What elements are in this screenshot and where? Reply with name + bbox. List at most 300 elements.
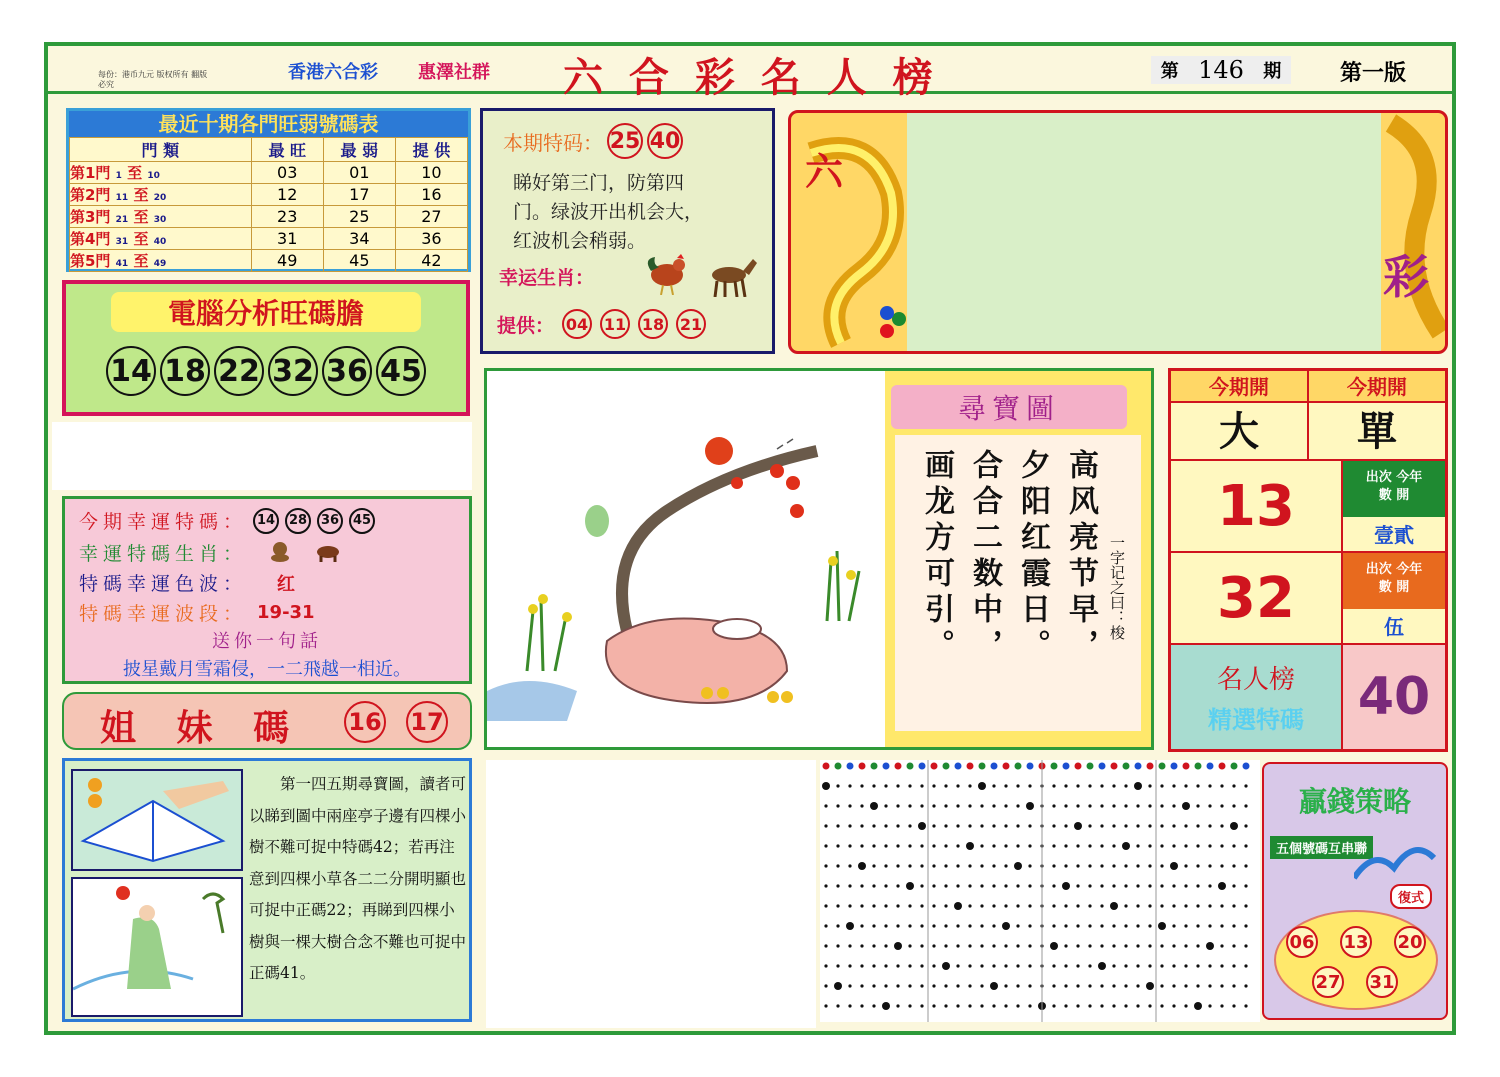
number-ball: 14 bbox=[106, 346, 156, 396]
provide-ball: 21 bbox=[676, 309, 706, 339]
grid-dot bbox=[1098, 962, 1106, 970]
grid-dot bbox=[1100, 904, 1103, 907]
famous-label: 名人榜 bbox=[1216, 665, 1295, 695]
grid-dot bbox=[884, 964, 887, 967]
grid-dot bbox=[1136, 844, 1139, 847]
wave-icon bbox=[1354, 838, 1444, 888]
rooster-icon bbox=[641, 253, 691, 295]
table-row bbox=[70, 228, 468, 250]
special-text bbox=[513, 169, 703, 256]
grid-dot bbox=[1136, 864, 1139, 867]
grid-dot bbox=[1160, 964, 1163, 967]
grid-dot bbox=[860, 924, 863, 927]
grid-dot bbox=[884, 904, 887, 907]
famous-subtitle: 精選特碼 bbox=[1208, 706, 1304, 734]
grid-dot bbox=[932, 864, 935, 867]
grid-dot bbox=[836, 964, 839, 967]
ox-icon bbox=[313, 540, 343, 566]
grid-dot bbox=[1244, 924, 1247, 927]
grid-dot bbox=[1184, 944, 1187, 947]
range-from: 1 bbox=[115, 171, 122, 181]
poem-column: 画龙方可引。 bbox=[919, 449, 954, 665]
grid-dot bbox=[978, 782, 986, 790]
issue-suffix: 期 bbox=[1263, 61, 1282, 82]
grid-dot bbox=[872, 944, 875, 947]
grid-dot bbox=[1232, 944, 1235, 947]
grid-dot bbox=[872, 884, 875, 887]
grid-dot bbox=[1184, 844, 1187, 847]
grid-dot bbox=[1064, 864, 1067, 867]
lady-illustration bbox=[71, 877, 243, 1017]
grid-dot bbox=[992, 784, 995, 787]
grid-dot bbox=[932, 964, 935, 967]
grid-dot bbox=[1076, 844, 1079, 847]
grid-dot bbox=[1146, 982, 1154, 990]
grid-dot bbox=[824, 944, 827, 947]
grid-dot bbox=[1148, 944, 1151, 947]
grid-dot bbox=[956, 864, 959, 867]
lucky-color-value: 红 bbox=[277, 573, 296, 595]
grid-dot bbox=[836, 884, 839, 887]
grid-dot bbox=[1052, 924, 1055, 927]
give-cell: 10 bbox=[395, 162, 467, 184]
grid-dot bbox=[1136, 1004, 1139, 1007]
grid-header-dot bbox=[1135, 763, 1142, 770]
grid-dot bbox=[1232, 784, 1235, 787]
grid-dot bbox=[836, 824, 839, 827]
door-cell bbox=[70, 162, 252, 184]
lucky-range-label: 特碼幸運波段： bbox=[79, 603, 248, 625]
grid-dot bbox=[848, 824, 851, 827]
riddle-text: 一字记之曰：梭 bbox=[1108, 535, 1126, 640]
grid-dot bbox=[1172, 984, 1175, 987]
grid-dot bbox=[932, 1004, 935, 1007]
grid-dot bbox=[884, 804, 887, 807]
grid-dot bbox=[872, 844, 875, 847]
grid-dot bbox=[944, 984, 947, 987]
this-period-panel bbox=[1168, 368, 1448, 752]
grid-dot bbox=[954, 902, 962, 910]
grid-header-dot bbox=[1087, 763, 1094, 770]
grid-dot bbox=[1076, 884, 1079, 887]
grid-dot bbox=[1016, 824, 1019, 827]
door-cell bbox=[70, 250, 252, 272]
famous-number: 40 bbox=[1343, 645, 1445, 749]
strategy-ball: 31 bbox=[1366, 966, 1398, 998]
grid-dot bbox=[1112, 984, 1115, 987]
grid-dot bbox=[1196, 804, 1199, 807]
grid-dot bbox=[1172, 964, 1175, 967]
period-header-2: 今期開 bbox=[1309, 371, 1445, 403]
grid-dot bbox=[896, 964, 899, 967]
grid-dot bbox=[1232, 1004, 1235, 1007]
treasure-map-panel bbox=[484, 368, 1154, 750]
grid-dot bbox=[1184, 904, 1187, 907]
grid-dot bbox=[1014, 862, 1022, 870]
weak-table bbox=[69, 137, 468, 272]
special-line: 睇好第三门，防第四 bbox=[513, 172, 685, 194]
poem-column: 合合二数中， bbox=[967, 449, 1002, 665]
grid-dot bbox=[1088, 964, 1091, 967]
grid-dot bbox=[1232, 844, 1235, 847]
grid-dot bbox=[1016, 804, 1019, 807]
grid-dot bbox=[1112, 1004, 1115, 1007]
lucky-special-panel bbox=[62, 496, 472, 684]
grid-header-dot bbox=[1171, 763, 1178, 770]
grid-dot bbox=[872, 924, 875, 927]
grid-dot bbox=[1064, 1004, 1067, 1007]
grid-dot bbox=[1028, 1004, 1031, 1007]
grid-dot bbox=[884, 924, 887, 927]
grid-dot bbox=[1016, 964, 1019, 967]
range-from: 21 bbox=[115, 215, 129, 225]
grid-dot bbox=[1160, 1004, 1163, 1007]
grid-dot bbox=[1244, 944, 1247, 947]
grid-dot bbox=[920, 904, 923, 907]
grid-dot bbox=[1244, 864, 1247, 867]
special-ball: 25 bbox=[607, 123, 643, 159]
grid-dot bbox=[944, 824, 947, 827]
grid-dot bbox=[1208, 1004, 1211, 1007]
grid-dot bbox=[956, 844, 959, 847]
grid-dot bbox=[992, 824, 995, 827]
grid-dot bbox=[872, 964, 875, 967]
grid-header-dot bbox=[931, 763, 938, 770]
door-cell bbox=[70, 228, 252, 250]
grid-header-dot bbox=[871, 763, 878, 770]
grid-dot bbox=[860, 944, 863, 947]
grid-dot bbox=[1100, 1004, 1103, 1007]
grid-dot bbox=[860, 904, 863, 907]
number-ball: 32 bbox=[268, 346, 318, 396]
grid-dot bbox=[848, 884, 851, 887]
grid-dot bbox=[980, 884, 983, 887]
blank-bottom-center bbox=[486, 760, 816, 1028]
grid-dot bbox=[1172, 784, 1175, 787]
lucky-color-label: 特碼幸運色波： bbox=[79, 573, 248, 595]
grid-header-dot bbox=[1243, 763, 1250, 770]
grid-dot bbox=[1052, 784, 1055, 787]
grid-dot bbox=[872, 904, 875, 907]
grid-dot bbox=[944, 924, 947, 927]
grid-dot bbox=[1196, 864, 1199, 867]
grid-dot bbox=[1232, 964, 1235, 967]
phrase-text: 披星戴月雪霜侵，一二飛越一相近。 bbox=[123, 659, 411, 680]
grid-dot bbox=[894, 942, 902, 950]
grid-dot bbox=[1100, 984, 1103, 987]
grid-dot bbox=[1136, 984, 1139, 987]
special-code-row bbox=[503, 123, 683, 159]
grid-dot bbox=[1124, 984, 1127, 987]
computer-analysis-title: 電腦分析旺碼膽 bbox=[111, 292, 421, 332]
grid-dot bbox=[906, 882, 914, 890]
grid-dot bbox=[908, 904, 911, 907]
number-ball: 36 bbox=[322, 346, 372, 396]
grid-dot bbox=[1148, 864, 1151, 867]
grid-dot bbox=[884, 864, 887, 867]
grid-header-dot bbox=[1063, 763, 1070, 770]
grid-dot bbox=[896, 1004, 899, 1007]
computer-numbers bbox=[66, 346, 466, 396]
grid-dot bbox=[1016, 984, 1019, 987]
grid-dot bbox=[956, 1004, 959, 1007]
grid-dot bbox=[1028, 864, 1031, 867]
grid-dot bbox=[860, 884, 863, 887]
grid-dot bbox=[908, 924, 911, 927]
grid-dot bbox=[1088, 824, 1091, 827]
grid-dot bbox=[1220, 944, 1223, 947]
grid-dot bbox=[1196, 824, 1199, 827]
grid-dot bbox=[1136, 964, 1139, 967]
door-cell bbox=[70, 184, 252, 206]
grid-dot bbox=[1232, 804, 1235, 807]
range-from: 41 bbox=[115, 259, 129, 269]
grid-dot bbox=[836, 904, 839, 907]
min-cell: 45 bbox=[323, 250, 395, 272]
grid-dot bbox=[942, 962, 950, 970]
grid-dot bbox=[1064, 784, 1067, 787]
grid-dot bbox=[1136, 944, 1139, 947]
grid-dot bbox=[956, 784, 959, 787]
provide-row bbox=[497, 309, 706, 339]
grid-dot bbox=[870, 802, 878, 810]
grid-dot bbox=[980, 824, 983, 827]
grid-dot bbox=[1088, 944, 1091, 947]
grid-dot bbox=[1004, 844, 1007, 847]
grid-dot bbox=[1148, 844, 1151, 847]
grid-dot bbox=[1184, 964, 1187, 967]
grid-dot bbox=[1112, 864, 1115, 867]
grid-dot bbox=[944, 884, 947, 887]
grid-dot bbox=[1100, 924, 1103, 927]
grid-dot bbox=[1016, 924, 1019, 927]
grid-dot bbox=[1184, 824, 1187, 827]
strategy-ball: 13 bbox=[1340, 926, 1372, 958]
dragon-decoration-left bbox=[791, 113, 911, 353]
lucky-ball: 28 bbox=[285, 508, 311, 534]
range-to-label: 至 bbox=[133, 186, 149, 204]
grid-dot bbox=[1208, 924, 1211, 927]
grid-dot bbox=[1016, 944, 1019, 947]
grid-dot bbox=[1184, 784, 1187, 787]
grid-dot bbox=[1170, 862, 1178, 870]
grid-dot bbox=[1064, 944, 1067, 947]
grid-dot bbox=[980, 904, 983, 907]
grid-dot bbox=[908, 1004, 911, 1007]
grid-dot bbox=[980, 864, 983, 867]
grid-dot bbox=[1064, 984, 1067, 987]
period-number-1: 13 bbox=[1171, 461, 1343, 553]
range-to: 30 bbox=[153, 215, 167, 225]
grid-dot bbox=[1064, 844, 1067, 847]
grid-dot bbox=[932, 944, 935, 947]
grid-dot bbox=[1160, 904, 1163, 907]
sister-ball: 16 bbox=[344, 701, 386, 743]
weak-strong-table-panel bbox=[66, 108, 471, 272]
table-row bbox=[70, 184, 468, 206]
grid-dot bbox=[944, 804, 947, 807]
grid-dot bbox=[1124, 964, 1127, 967]
grid-header-dot bbox=[1195, 763, 1202, 770]
grid-dot bbox=[1244, 784, 1247, 787]
grid-dot bbox=[1112, 804, 1115, 807]
grid-dot bbox=[944, 904, 947, 907]
grid-header-dot bbox=[1003, 763, 1010, 770]
grid-dot bbox=[1196, 784, 1199, 787]
strategy-ball: 06 bbox=[1286, 926, 1318, 958]
sister-numbers-panel bbox=[62, 692, 472, 750]
grid-dot bbox=[1136, 884, 1139, 887]
grid-dot bbox=[980, 984, 983, 987]
special-line: 门。绿波开出机会大， bbox=[513, 201, 704, 223]
grid-dot bbox=[968, 984, 971, 987]
grid-dot bbox=[860, 1004, 863, 1007]
grid-header-dot bbox=[1075, 763, 1082, 770]
grid-dot bbox=[1052, 964, 1055, 967]
grid-dot bbox=[968, 944, 971, 947]
grid-dot bbox=[990, 982, 998, 990]
dot-grid-panel bbox=[820, 760, 1260, 1022]
grid-dot bbox=[1160, 884, 1163, 887]
grid-dot bbox=[968, 904, 971, 907]
special-ball: 40 bbox=[647, 123, 683, 159]
grid-dot bbox=[1124, 784, 1127, 787]
grid-dot bbox=[1052, 864, 1055, 867]
grid-dot bbox=[1004, 784, 1007, 787]
grid-dot bbox=[1112, 964, 1115, 967]
strategy-badge: 復式 bbox=[1390, 884, 1432, 909]
grid-dot bbox=[872, 784, 875, 787]
grid-dot bbox=[836, 784, 839, 787]
grid-dot bbox=[1088, 804, 1091, 807]
grid-dot bbox=[1088, 884, 1091, 887]
treasure-illustration bbox=[487, 371, 887, 747]
grid-dot bbox=[932, 844, 935, 847]
range-to-label: 至 bbox=[133, 208, 149, 226]
range-to: 10 bbox=[147, 171, 160, 181]
grid-dot bbox=[846, 922, 854, 930]
give-cell: 36 bbox=[395, 228, 467, 250]
grid-dot bbox=[1100, 944, 1103, 947]
grid-dot bbox=[980, 844, 983, 847]
grid-dot bbox=[944, 1004, 947, 1007]
grid-header-dot bbox=[835, 763, 842, 770]
header-bar bbox=[48, 46, 1452, 101]
grid-dot bbox=[992, 844, 995, 847]
grid-dot bbox=[1136, 824, 1139, 827]
grid-dot bbox=[1004, 904, 1007, 907]
grid-dot bbox=[920, 944, 923, 947]
grid-dot bbox=[860, 964, 863, 967]
grid-dot bbox=[1124, 864, 1127, 867]
grid-dot bbox=[908, 984, 911, 987]
grid-dot bbox=[920, 804, 923, 807]
grid-header-dot bbox=[859, 763, 866, 770]
col-header: 最 旺 bbox=[251, 138, 323, 162]
grid-dot bbox=[956, 984, 959, 987]
door-cell bbox=[70, 206, 252, 228]
grid-dot bbox=[1148, 964, 1151, 967]
issue-box bbox=[1151, 56, 1291, 84]
period-value-big: 大 bbox=[1171, 403, 1309, 461]
grid-header-dot bbox=[895, 763, 902, 770]
grid-dot bbox=[1134, 782, 1142, 790]
grid-dot bbox=[1182, 802, 1190, 810]
grid-dot bbox=[1112, 884, 1115, 887]
grid-dot bbox=[860, 984, 863, 987]
grid-dot bbox=[824, 864, 827, 867]
grid-dot bbox=[1148, 924, 1151, 927]
lucky-zodiac-label: 幸運特碼生肖： bbox=[79, 543, 248, 565]
grid-dot bbox=[932, 784, 935, 787]
grid-header-dot bbox=[955, 763, 962, 770]
grid-dot bbox=[1172, 924, 1175, 927]
provide-ball: 18 bbox=[638, 309, 668, 339]
grid-dot bbox=[1076, 1004, 1079, 1007]
story-panel bbox=[62, 758, 472, 1022]
grid-dot bbox=[1244, 884, 1247, 887]
grid-dot bbox=[1112, 824, 1115, 827]
lucky-special-label: 今期幸運特碼： bbox=[79, 511, 248, 533]
grid-header-dot bbox=[1231, 763, 1238, 770]
grid-dot bbox=[932, 924, 935, 927]
grid-dot bbox=[1220, 824, 1223, 827]
grid-dot bbox=[980, 804, 983, 807]
range-from: 31 bbox=[115, 237, 129, 247]
grid-dot bbox=[1028, 884, 1031, 887]
grid-dot bbox=[1220, 804, 1223, 807]
door-label: 第4門 bbox=[70, 230, 111, 248]
grid-dot bbox=[836, 924, 839, 927]
range-to: 49 bbox=[153, 259, 167, 269]
grid-dot bbox=[1196, 984, 1199, 987]
page-title: 六 合 彩 名 人 榜 bbox=[563, 54, 939, 101]
grid-dot bbox=[1088, 984, 1091, 987]
grid-dot bbox=[1100, 864, 1103, 867]
grid-header-dot bbox=[1099, 763, 1106, 770]
grid-dot bbox=[824, 984, 827, 987]
grid-dot bbox=[1028, 944, 1031, 947]
grid-dot bbox=[956, 884, 959, 887]
grid-dot bbox=[1232, 984, 1235, 987]
grid-dot bbox=[1160, 824, 1163, 827]
col-header: 最 弱 bbox=[323, 138, 395, 162]
grid-dot bbox=[834, 982, 842, 990]
grid-header-dot bbox=[847, 763, 854, 770]
grid-dot bbox=[1220, 984, 1223, 987]
grid-dot bbox=[1076, 904, 1079, 907]
grid-dot bbox=[1100, 844, 1103, 847]
lucky-ball: 45 bbox=[349, 508, 375, 534]
grid-dot bbox=[884, 784, 887, 787]
door-label: 第5門 bbox=[70, 252, 111, 270]
weak-table-header-row bbox=[70, 138, 468, 162]
treasure-card bbox=[885, 371, 1151, 747]
grid-dot bbox=[1196, 844, 1199, 847]
grid-dot bbox=[920, 964, 923, 967]
grid-dot bbox=[1026, 802, 1034, 810]
grid-dot bbox=[968, 824, 971, 827]
door-label: 第1門 bbox=[70, 164, 111, 182]
grid-dot bbox=[956, 824, 959, 827]
grid-dot bbox=[1052, 884, 1055, 887]
grid-dot bbox=[896, 844, 899, 847]
grid-dot bbox=[1052, 1004, 1055, 1007]
grid-dot bbox=[908, 844, 911, 847]
grid-dot bbox=[884, 824, 887, 827]
grid-dot bbox=[824, 844, 827, 847]
grid-dot bbox=[1064, 804, 1067, 807]
